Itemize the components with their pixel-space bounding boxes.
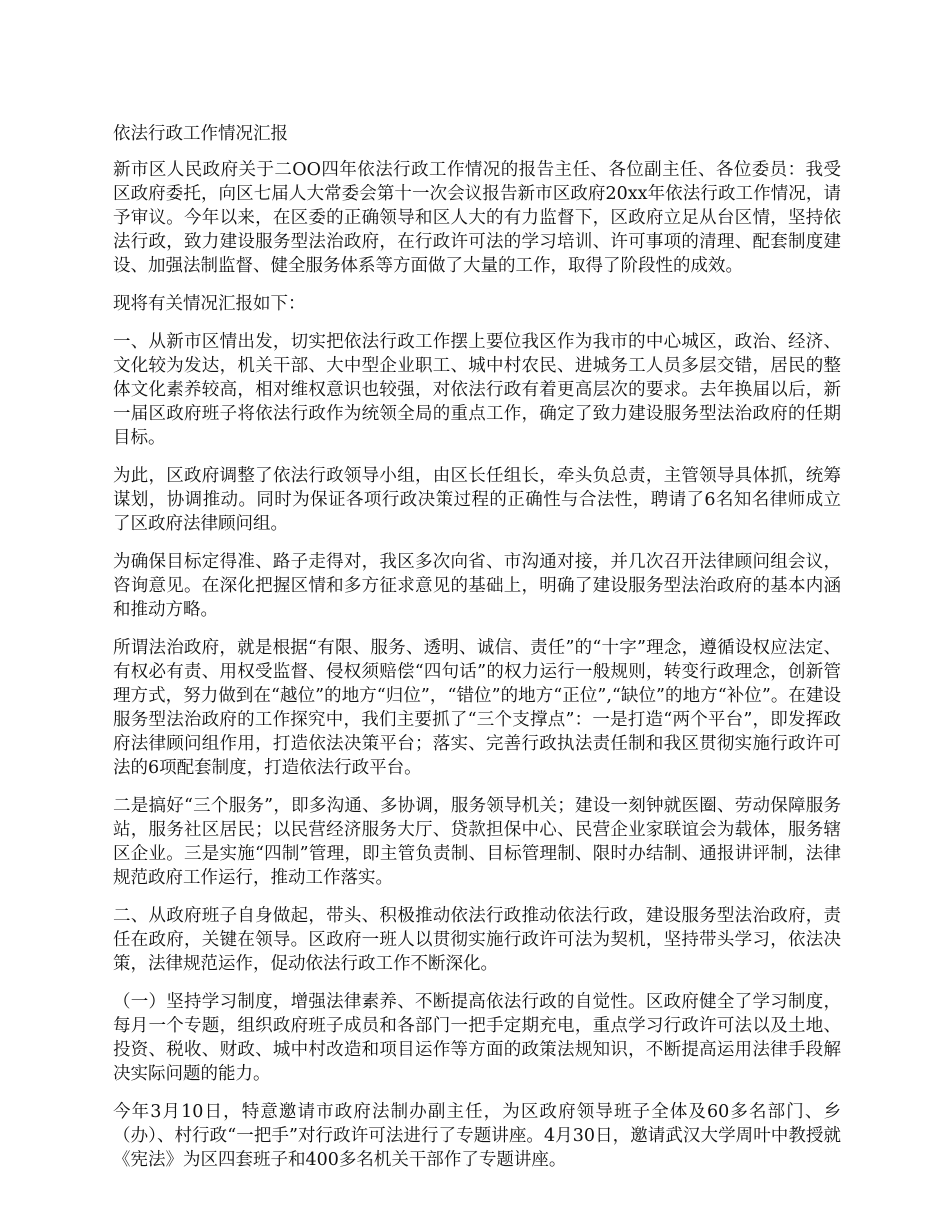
paragraph-study-system: （一）坚持学习制度，增强法律素养、不断提高依法行政的自觉性。区政府健全了学习制度，每月一个专题，组织政府班子成员和各部门一把手定期充电，重点学习行政许可法以及土地、投资、税收、财政、城中村改造和项目运作等方面的政策法规知识，不断提高运用法律手段解决实际问题的能力。 <box>113 992 841 1084</box>
paragraph-leadership-group: 为此，区政府调整了依法行政领导小组，由区长任组长，牵头负总责，主管领导具体抓，统筹谋划，协调推动。同时为保证各项行政决策过程的正确性与合法性，聘请了6名知名律师成立了区政府法律顾问组。 <box>113 466 841 534</box>
paragraph-report-intro: 新市区人民政府关于二OO四年依法行政工作情况的报告主任、各位副主任、各位委员：我受区政府委托，向区七届人大常委会第十一次会议报告新市区政府20xx年依法行政工作情况，请予审议。今年以来，在区委的正确领导和区人大的有力监督下，区政府立足从台区情，坚持依法行政，致力建设服务型法治政府，在行政许可法的学习培训、许可事项的清理、配套制度建设、加强法制监督、健全服务体系等方面做了大量的工作，取得了阶段性的成效。 <box>113 160 841 276</box>
document-page <box>113 122 841 1186</box>
document-title: 依法行政工作情况汇报 <box>113 124 288 144</box>
paragraph-section-two: 二、从政府班子自身做起，带头、积极推动依法行政推动依法行政，建设服务型法治政府，责任在政府，关键在领导。区政府一班人以贯彻实施行政许可法为契机，坚持带头学习，依法决策，法律规范运作，促动依法行政工作不断深化。 <box>113 906 841 974</box>
paragraph-rule-of-law-government: 所谓法治政府，就是根据“有限、服务、透明、诚信、责任”的“十字”理念，遵循设权应法定、有权必有责、用权受监督、侵权须赔偿“四句话”的权力运行一般规则，转变行政理念，创新管理方式，努力做到在“越位”的地方“归位”，“错位”的地方“正位”,“缺位”的地方“补位”。在建设服务型法治政府的工作探究中，我们主要抓了“三个支撑点”：一是打造“两个平台”，即发挥政府法律顾问组作用，打造依法决策平台；落实、完善行政执法责任制和我区贯彻实施行政许可法的6项配套制度，打造依法行政平台。 <box>113 638 841 778</box>
paragraph-report-lead: 现将有关情况汇报如下： <box>113 294 306 314</box>
paragraph-three-services: 二是搞好“三个服务”，即多沟通、多协调，服务领导机关；建设一刻钟就医圈、劳动保障服务站，服务社区居民；以民营经济服务大厅、贷款担保中心、民营企业家联谊会为载体，服务辖区企业。三是实施“四制”管理，即主管负责制、目标管理制、限时办结制、通报讲评制，法律规范政府工作运行，推动工作落实。 <box>113 796 841 888</box>
paragraph-lectures: 今年3月10日，特意邀请市政府法制办副主任，为区政府领导班子全体及60多名部门、乡（办）、村行政“一把手”对行政许可法进行了专题讲座。4月30日，邀请武汉大学周叶中教授就《宪法》为区四套班子和400多名机关干部作了专题讲座。 <box>113 1102 841 1170</box>
paragraph-consultation: 为确保目标定得准、路子走得对，我区多次向省、市沟通对接，并几次召开法律顾问组会议，咨询意见。在深化把握区情和多方征求意见的基础上，明确了建设服务型法治政府的基本内涵和推动方略。 <box>113 552 841 620</box>
paragraph-section-one: 一、从新市区情出发，切实把依法行政工作摆上要位我区作为我市的中心城区，政治、经济、文化较为发达，机关干部、大中型企业职工、城中村农民、进城务工人员多层交错，居民的整体文化素养较高，相对维权意识也较强，对依法行政有着更高层次的要求。去年换届以后，新一届区政府班子将依法行政作为统领全局的重点工作，确定了致力建设服务型法治政府的任期目标。 <box>113 332 841 448</box>
